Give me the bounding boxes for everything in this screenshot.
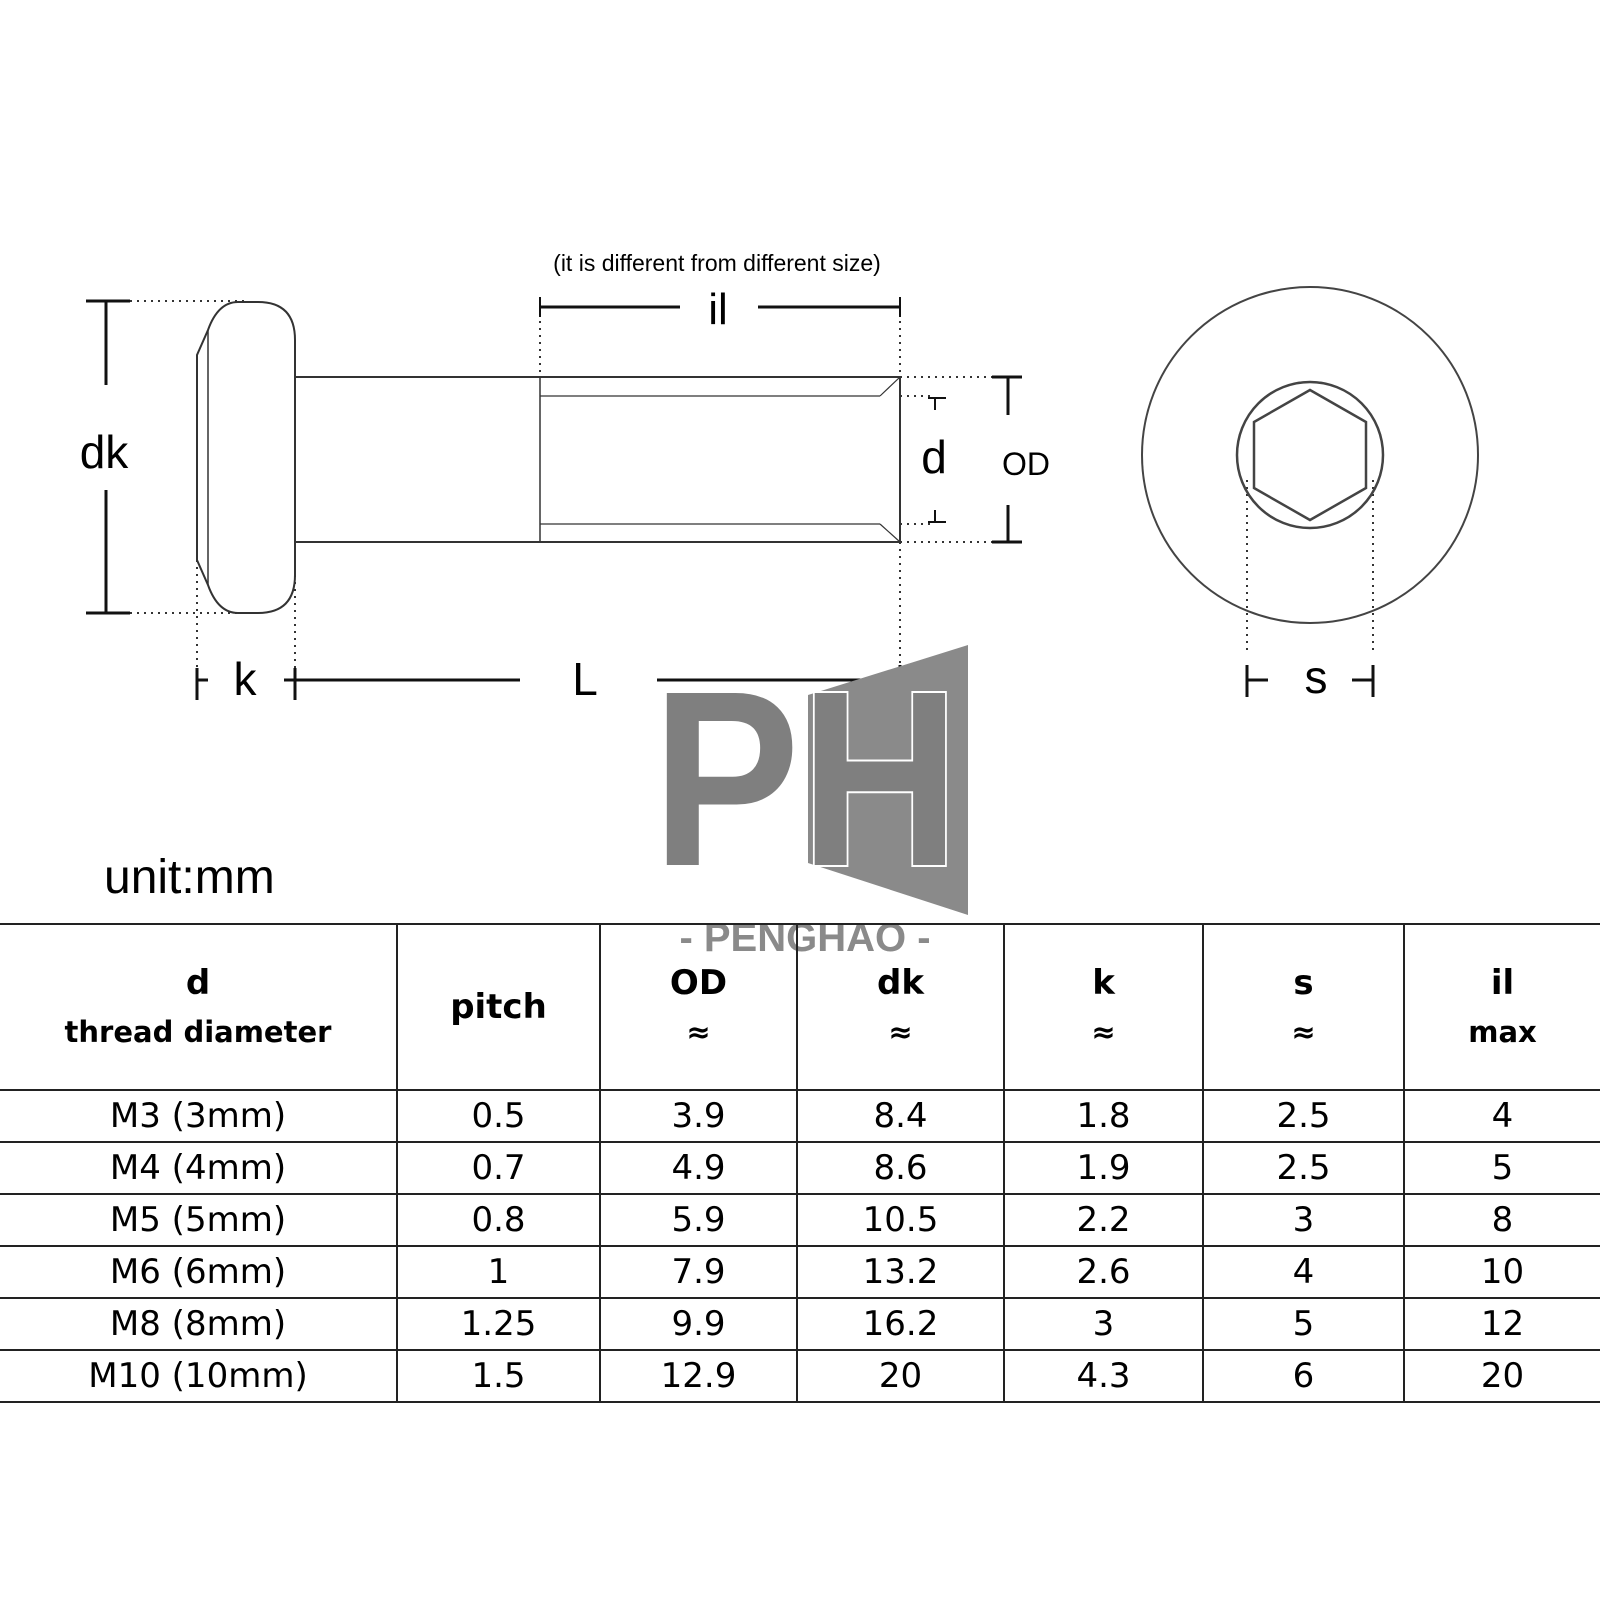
cell-d: M3 (3mm) [0,1090,397,1142]
table-row [0,1298,1600,1350]
hex-socket-icon [1254,390,1366,520]
cell-d: M6 (6mm) [0,1246,397,1298]
label-od: OD [1002,446,1050,482]
cell-s: 3 [1203,1194,1404,1246]
cell-od: 4.9 [600,1142,797,1194]
cell-s: 4 [1203,1246,1404,1298]
label-il: il [708,285,728,334]
header-od: OD ≈ [600,924,797,1090]
cell-od: 7.9 [600,1246,797,1298]
logo-brand: - PENGHAO - [679,916,931,960]
screw-top-view [1142,287,1478,623]
cell-dk: 16.2 [797,1298,1004,1350]
cell-dk: 10.5 [797,1194,1004,1246]
label-k: k [233,653,257,705]
header-il: il max [1404,924,1600,1090]
cell-od: 5.9 [600,1194,797,1246]
cell-s: 6 [1203,1350,1404,1402]
cell-pitch: 1.5 [397,1350,600,1402]
cell-il: 10 [1404,1246,1600,1298]
header-k: k ≈ [1004,924,1203,1090]
extension-lines [130,300,1373,680]
cell-k: 2.6 [1004,1246,1203,1298]
penghao-logo [652,639,968,960]
table-row [0,1350,1600,1402]
cell-pitch: 0.5 [397,1090,600,1142]
table-row [0,1246,1600,1298]
label-dk: dk [79,426,129,478]
label-d: d [921,431,947,483]
cell-dk: 13.2 [797,1246,1004,1298]
cell-k: 2.2 [1004,1194,1203,1246]
screw-head [197,302,295,613]
cell-od: 9.9 [600,1298,797,1350]
header-pitch: pitch [397,924,600,1090]
cell-il: 12 [1404,1298,1600,1350]
cell-od: 3.9 [600,1090,797,1142]
spec-table [0,923,1600,1403]
head-outer-circle [1142,287,1478,623]
cell-k: 1.8 [1004,1090,1203,1142]
screw-side-view [197,302,900,613]
label-s: s [1304,651,1328,703]
table-row [0,1142,1600,1194]
cell-il: 5 [1404,1142,1600,1194]
table-header-row [0,924,1600,1090]
cell-d: M10 (10mm) [0,1350,397,1402]
cell-d: M4 (4mm) [0,1142,397,1194]
cell-dk: 8.6 [797,1142,1004,1194]
table-row [0,1194,1600,1246]
cell-pitch: 1.25 [397,1298,600,1350]
cell-dk: 8.4 [797,1090,1004,1142]
cell-pitch: 1 [397,1246,600,1298]
cell-dk: 20 [797,1350,1004,1402]
cell-k: 3 [1004,1298,1203,1350]
table-row [0,1090,1600,1142]
cell-d: M5 (5mm) [0,1194,397,1246]
cell-s: 2.5 [1203,1142,1404,1194]
cell-il: 8 [1404,1194,1600,1246]
cell-pitch: 0.7 [397,1142,600,1194]
cell-d: M8 (8mm) [0,1298,397,1350]
unit-label: unit:mm [104,851,275,904]
cell-pitch: 0.8 [397,1194,600,1246]
logo-letters: PH [652,639,960,918]
cell-k: 1.9 [1004,1142,1203,1194]
socket-circle [1237,382,1383,528]
cell-od: 12.9 [600,1350,797,1402]
label-l: L [572,653,598,705]
header-dk: dk ≈ [797,924,1004,1090]
cell-s: 5 [1203,1298,1404,1350]
cell-s: 2.5 [1203,1090,1404,1142]
cell-k: 4.3 [1004,1350,1203,1402]
cell-il: 4 [1404,1090,1600,1142]
header-s: s ≈ [1203,924,1404,1090]
cell-il: 20 [1404,1350,1600,1402]
size-note: (it is different from different size) [553,250,881,276]
header-d: d thread diameter [0,924,397,1090]
